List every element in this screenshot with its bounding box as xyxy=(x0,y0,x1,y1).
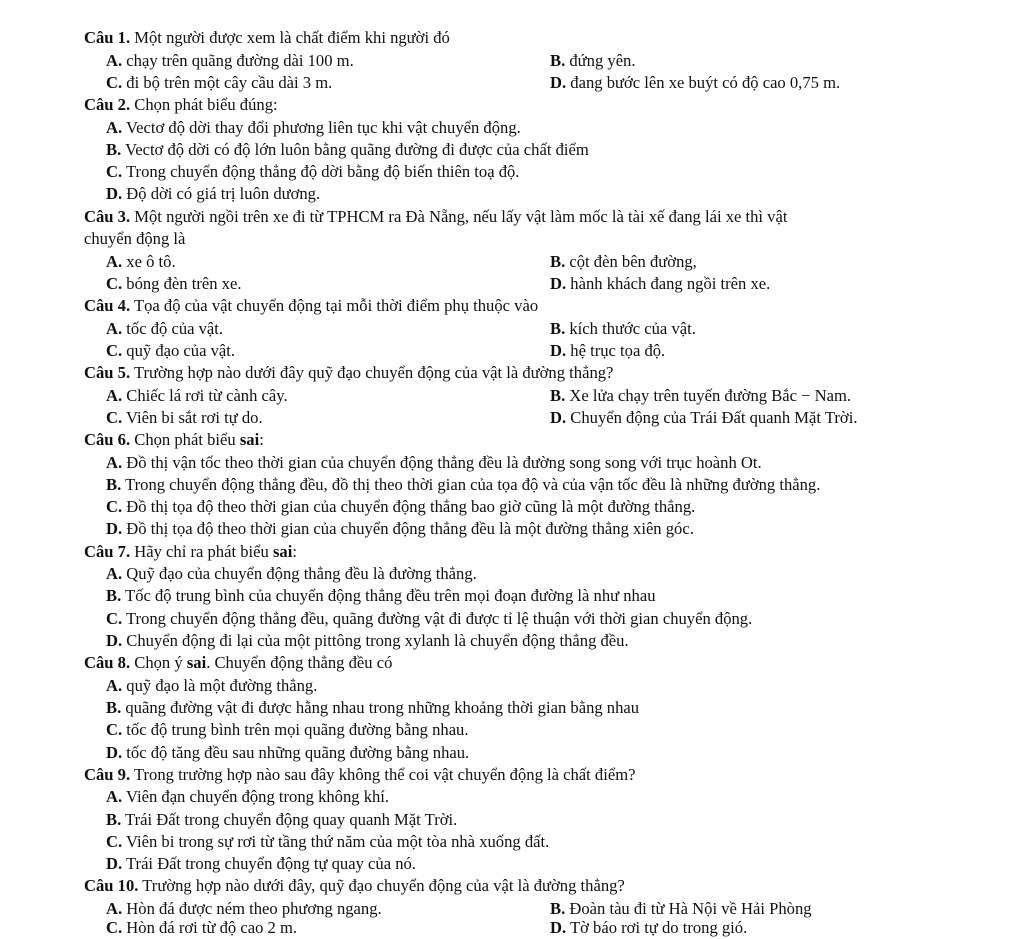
question-4-options-ab: A. tốc độ của vật. B. kích thước của vật. xyxy=(106,319,696,338)
question-5-options-cd: C. Viên bi sắt rơi tự do. D. Chuyển động của Trái Đất quanh Mặt Trời. xyxy=(106,408,858,427)
question-2-option-a: A. Vectơ độ dời thay đổi phương liên tục khi vật chuyển động. xyxy=(106,118,521,137)
option-a: A. chạy trên quãng đường dài 100 m. xyxy=(106,51,354,70)
question-7-stem: Câu 7. Hãy chỉ ra phát biểu sai: xyxy=(84,542,297,561)
question-1-options-cd xyxy=(0,72,1024,94)
question-9-option-c: C. Viên bi trong sự rơi từ tầng thứ năm của một tòa nhà xuống đất. xyxy=(106,832,550,851)
question-9-option-b: B. Trái Đất trong chuyển động quay quanh Mặt Trời. xyxy=(106,810,458,829)
question-5-stem: Câu 5. Trường hợp nào dưới đây quỹ đạo chuyển động của vật là đường thẳng? xyxy=(84,363,614,382)
question-6-stem: Câu 6. Chọn phát biểu sai: xyxy=(84,430,264,449)
question-4-options-cd: C. quỹ đạo của vật. D. hệ trục tọa độ. xyxy=(106,341,666,360)
question-4-stem: Câu 4. Tọa độ của vật chuyển động tại mỗi thời điểm phụ thuộc vào xyxy=(84,296,539,315)
question-8-option-d: D. tốc độ tăng đều sau những quãng đường bằng nhau. xyxy=(106,743,470,762)
question-10-stem: Câu 10. Trường hợp nào dưới đây, quỹ đạo chuyển động của vật là đường thẳng? xyxy=(84,876,625,895)
question-2-stem: Câu 2. Chọn phát biểu đúng: xyxy=(84,95,278,114)
question-7-option-b: B. Tốc độ trung bình của chuyển động thẳng đều trên mọi đoạn đường là như nhau xyxy=(106,586,656,605)
question-2-option-b: B. Vectơ độ dời có độ lớn luôn bằng quãng đường đi được của chất điểm xyxy=(106,140,589,159)
question-7-option-c: C. Trong chuyển động thẳng đều, quãng đường vật đi được tỉ lệ thuận với thời gian chuyển động. xyxy=(106,609,753,628)
option-b: B. đứng yên. xyxy=(550,51,636,70)
question-5-options-ab: A. Chiếc lá rơi từ cành cây. B. Xe lửa chạy trên tuyến đường Bắc − Nam. xyxy=(106,386,852,405)
question-6-option-c: C. Đồ thị tọa độ theo thời gian của chuyển động thẳng bao giờ cũng là một đường thẳng. xyxy=(106,497,696,516)
question-7-option-d: D. Chuyển động đi lại của một pittông trong xylanh là chuyển động thẳng đều. xyxy=(106,631,629,650)
question-8-stem: Câu 8. Chọn ý sai. Chuyển động thẳng đều có xyxy=(84,653,393,672)
question-2-option-c: C. Trong chuyển động thẳng độ dời bằng độ biến thiên toạ độ. xyxy=(106,162,520,181)
question-6-option-a: A. Đồ thị vận tốc theo thời gian của chuyển động thẳng đều là đường song song với trục hoành Ot. xyxy=(106,453,762,472)
question-1-options-ab xyxy=(0,50,1024,72)
question-10-options-cd: C. Hòn đá rơi từ độ cao 2 m. D. Tờ báo rơi tự do trong gió. xyxy=(106,918,748,937)
question-9-option-d: D. Trái Đất trong chuyển động tự quay của nó. xyxy=(106,854,416,873)
option-d: D. đang bước lên xe buýt có độ cao 0,75 m. xyxy=(550,73,841,92)
question-9-stem: Câu 9. Trong trường hợp nào sau đây không thể coi vật chuyển động là chất điểm? xyxy=(84,765,636,784)
question-8-option-c: C. tốc độ trung bình trên mọi quãng đường bằng nhau. xyxy=(106,720,469,739)
question-number: Câu 1. xyxy=(84,28,131,47)
question-3-options-cd: C. bóng đèn trên xe. D. hành khách đang ngồi trên xe. xyxy=(106,274,771,293)
question-3-stem: Câu 3. Một người ngồi trên xe đi từ TPHCM ra Đà Nẵng, nếu lấy vật làm mốc là tài xế đang lái xe thì vật xyxy=(84,207,788,226)
option-c: C. đi bộ trên một cây cầu dài 3 m. xyxy=(106,73,333,92)
question-9-option-a: A. Viên đạn chuyển động trong không khí. xyxy=(106,787,390,806)
question-3-options-ab: A. xe ô tô. B. cột đèn bên đường, xyxy=(106,252,697,271)
question-8-option-b: B. quãng đường vật đi được hằng nhau trong những khoảng thời gian bằng nhau xyxy=(106,698,640,717)
question-3-stem-continued: chuyển động là xyxy=(84,229,186,248)
question-1-stem: Câu 1. Một người được xem là chất điểm khi người đó xyxy=(84,28,450,47)
question-10-options-ab: A. Hòn đá được ném theo phương ngang. B. Đoàn tàu đi từ Hà Nội về Hải Phòng xyxy=(106,899,812,918)
question-6-option-b: B. Trong chuyển động thẳng đều, đồ thị theo thời gian của tọa độ và của vận tốc đều là những đường thẳng. xyxy=(106,475,821,494)
question-2-option-d: D. Độ dời có giá trị luôn dương. xyxy=(106,184,321,203)
question-6-option-d: D. Đồ thị tọa độ theo thời gian của chuyển động thẳng đều là một đường thẳng xiên góc. xyxy=(106,519,694,538)
question-8-option-a: A. quỹ đạo là một đường thẳng. xyxy=(106,676,318,695)
question-7-option-a: A. Quỹ đạo của chuyển động thẳng đều là đường thẳng. xyxy=(106,564,477,583)
